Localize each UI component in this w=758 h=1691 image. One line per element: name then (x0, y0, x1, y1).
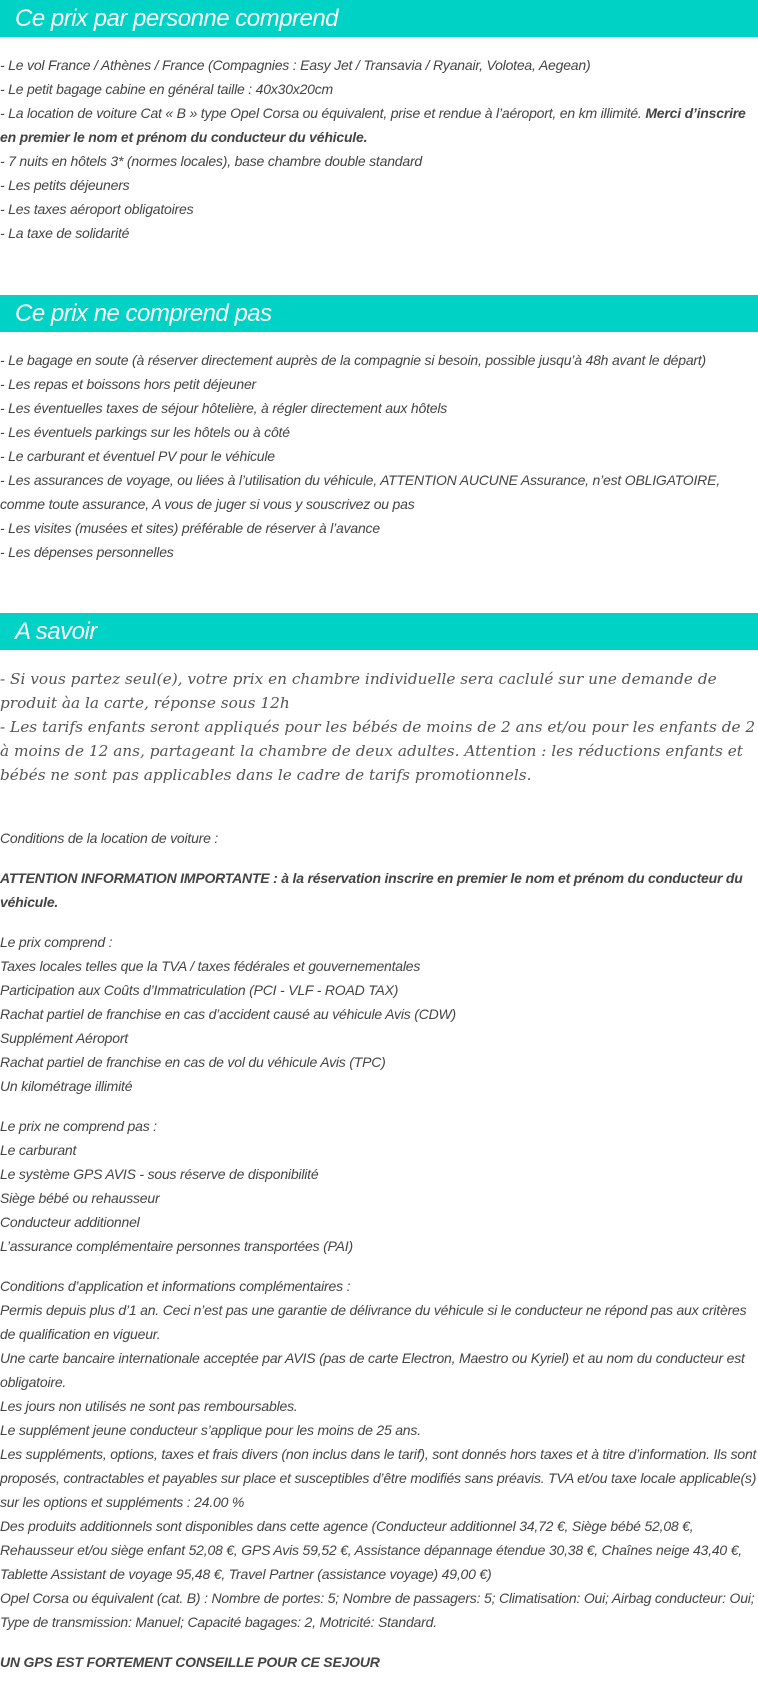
note-text: - Les tarifs enfants seront appliqués pour les bébés de moins de 2 ans et/ou pour les enfants de 2 à moins de 12 ans, partageant la chambre de deux adultes. Attention : les réductions enfants et bébés ne sont pas applicables dans le cadre de tarifs promotionnels. (0, 718, 756, 784)
list-item: Le supplément jeune conducteur s’applique pour les moins de 25 ans. (0, 1422, 421, 1438)
excluded-list (0, 348, 758, 564)
important-notice (0, 866, 758, 914)
list-item: - Les repas et boissons hors petit déjeuner (0, 376, 256, 392)
list-item: Rachat partiel de franchise en cas d’accident causé au véhicule Avis (CDW) (0, 1006, 456, 1022)
list-item: - Le bagage en soute (à réserver directement auprès de la compagnie si besoin, possible jusqu’à 48h avant le départ) (0, 352, 707, 368)
list-item: - Le carburant et éventuel PV pour le véhicule (0, 448, 275, 464)
list-item: - Les assurances de voyage, ou liées à l’utilisation du véhicule, ATTENTION AUCUNE Assurance, n’est OBLIGATOIRE, comme toute assurance, A vous de juger si vous y souscrivez ou pas (0, 472, 720, 512)
list-item: Un kilométrage illimité (0, 1078, 133, 1094)
list-item: Opel Corsa ou équivalent (cat. B) : Nombre de portes: 5; Nombre de passagers: 5; Climatisation: Oui; Airbag conducteur: Oui; Type de transmission: Manuel; Capacité bagages: 2, Motricité: Standard. (0, 1590, 755, 1630)
list-item: Supplément Aéroport (0, 1030, 128, 1046)
section-title: Ce prix ne comprend pas (15, 300, 272, 327)
list-item-text: - La location de voiture Cat « B » type Opel Corsa ou équivalent, prise et rendue à l’aéroport, en km illimité. (0, 105, 642, 121)
list-item: Rachat partiel de franchise en cas de vol du véhicule Avis (TPC) (0, 1054, 386, 1070)
list-item: - Les visites (musées et sites) préférable de réserver à l’avance (0, 520, 380, 536)
list-item: - Les éventuels parkings sur les hôtels ou à côté (0, 424, 290, 440)
section-header-good-to-know (0, 613, 758, 650)
list-item: Le carburant (0, 1142, 77, 1158)
note-text: - Si vous partez seul(e), votre prix en chambre individuelle sera caclulé sur une demande de produit àa la carte, réponse sous 12h (0, 670, 717, 712)
important-notice-text: ATTENTION INFORMATION IMPORTANTE : à la réservation inscrire en premier le nom et prénom du conducteur du véhicule. (0, 870, 743, 910)
car-driver-note: Merci d’inscrire en premier le nom et prénom du conducteur du véhicule. (0, 105, 746, 145)
list-item: Des produits additionnels sont disponibles dans cette agence (Conducteur additionnel 34,72 €, Siège bébé 52,08 €, Rehausseur et/ou siège enfant 52,08 €, GPS Avis 59,52 €, Assistance dépannage étendue 30,38 €, Chaînes neige 43,40 €, Tablette Assistant de voyage 95,48 €, Travel Partner (assistance voyage) 49,00 €) (0, 1518, 742, 1582)
list-item: - Le petit bagage cabine en général taille : 40x30x20cm (0, 81, 334, 97)
list-item: - Les taxes aéroport obligatoires (0, 201, 194, 217)
list-item: Taxes locales telles que la TVA / taxes fédérales et gouvernementales (0, 958, 421, 974)
list-item: Une carte bancaire internationale acceptée par AVIS (pas de carte Electron, Maestro ou Kyriel) et au nom du conducteur est obligatoire. (0, 1350, 745, 1390)
list-item: Siège bébé ou rehausseur (0, 1190, 160, 1206)
list-item: - Les éventuelles taxes de séjour hôtelière, à régler directement aux hôtels (0, 400, 448, 416)
section-title: Ce prix par personne comprend (15, 5, 339, 32)
car-rental-conditions (0, 826, 758, 1674)
list-item: - Les petits déjeuners (0, 177, 130, 193)
subsection-heading: Conditions de la location de voiture : (0, 830, 219, 846)
list-item: - La taxe de solidarité (0, 225, 130, 241)
list-item: - Le vol France / Athènes / France (Compagnies : Easy Jet / Transavia / Ryanair, Volotea, Aegean) (0, 57, 591, 73)
list-item (0, 101, 758, 149)
subsection-heading: Le prix ne comprend pas : (0, 1118, 157, 1134)
gps-advice (0, 1650, 758, 1674)
list-item: Conducteur additionnel (0, 1214, 140, 1230)
list-item: Les jours non utilisés ne sont pas remboursables. (0, 1398, 298, 1414)
list-item: L’assurance complémentaire personnes transportées (PAI) (0, 1238, 353, 1254)
section-header-excluded (0, 295, 758, 332)
gps-advice-text: UN GPS EST FORTEMENT CONSEILLE POUR CE SEJOUR (0, 1654, 380, 1670)
subsection-heading: Le prix comprend : (0, 934, 113, 950)
list-item: - Les dépenses personnelles (0, 544, 174, 560)
list-item: - 7 nuits en hôtels 3* (normes locales), base chambre double standard (0, 153, 422, 169)
section-title: A savoir (15, 618, 97, 645)
section-header-included (0, 0, 758, 37)
list-item: Permis depuis plus d’1 an. Ceci n’est pas une garantie de délivrance du véhicule si le conducteur ne répond pas aux critères de qualification en vigueur. (0, 1302, 747, 1342)
good-to-know-notes (0, 667, 758, 787)
list-item: Les suppléments, options, taxes et frais divers (non inclus dans le tarif), sont donnés hors taxes et à titre d’information. Ils sont proposés, contractables et payables sur place et susceptibles d’être modifiés sans préavis. TVA et/ou taxe locale applicable(s) sur les options et suppléments : 24.00 % (0, 1446, 757, 1510)
subsection-heading: Conditions d’application et informations complémentaires : (0, 1278, 351, 1294)
list-item: Participation aux Coûts d’Immatriculation (PCI - VLF - ROAD TAX) (0, 982, 399, 998)
list-item: Le système GPS AVIS - sous réserve de disponibilité (0, 1166, 319, 1182)
included-list (0, 53, 758, 245)
